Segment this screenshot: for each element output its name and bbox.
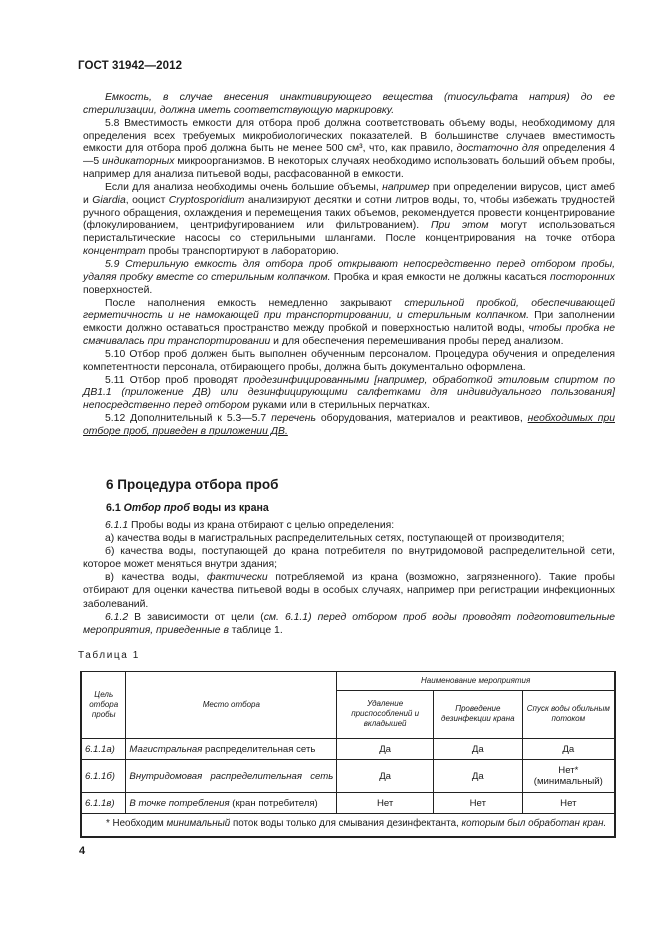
text: при определении вирусов, цист амеб и: [83, 181, 616, 206]
text-italic: минимальный: [166, 818, 231, 829]
text: поверхностей.: [83, 284, 153, 296]
subsection-text: [83, 519, 615, 637]
header-purpose: Цель отбора пробы: [81, 672, 126, 739]
header-group: Наименование мероприятия: [337, 672, 615, 691]
clause-number: 6.1.2: [105, 611, 129, 623]
text: 5.8 Вместимость емкости для отбора проб должна соответствовать объему воды, необходимому для определения всех требуемых микробиологических показателей. В большинстве случаев вместимость емкости для отбора проб должна быть не менее 500 см³, что, как правило,: [83, 117, 615, 155]
text-italic: например: [382, 181, 430, 193]
text-italic: концентрат: [83, 246, 146, 258]
text-italic: перечень: [271, 413, 316, 425]
list-item: б) качества воды, поступающей до крана потребителя по внутридомовой распределительной сети, которое может меняться внутри здания;: [83, 546, 615, 571]
table-row: [81, 760, 615, 793]
text: 5.12 Дополнительный к 5.3—5.7: [105, 413, 272, 425]
paragraph: [83, 182, 615, 259]
text-italic: Giardia: [92, 194, 126, 206]
text-italic: продезинфицированными [например, обработкой этиловым спиртом по ДВ1.1 (приложение ДВ) или дезинфицирующими салфетками для индивидуального пользования] непосредственно перед отбором: [83, 374, 615, 412]
text-italic: чтобы пробка не смачивалась при транспортировании: [83, 323, 615, 348]
paragraph: [83, 259, 615, 298]
text: таблице 1.: [228, 624, 283, 636]
place-rest: (кран потребителя): [229, 797, 318, 809]
text: поток воды только для смывания дезинфектанта,: [230, 818, 462, 829]
place-italic: Внутридомовая распределительная сеть: [129, 770, 334, 782]
subsection-title: [106, 502, 269, 514]
row-place: [126, 739, 337, 760]
table-footnote-row: [81, 814, 615, 837]
table-row: [81, 739, 615, 760]
text: потребляемой из крана (возможно, загрязненного). Такие пробы отбирают для оценки качества питьевой воды в особых случаях, например при регистрации инфекционных заболеваний.: [83, 572, 615, 610]
subsection-rest: воды из крана: [189, 502, 269, 514]
text-italic: Емкость, в случае внесения инактивирующего вещества (тиосульфата натрия) до ее стерилизации, должна иметь соответствующую маркировку.: [83, 92, 615, 116]
row-value: Нет: [337, 793, 434, 814]
place-italic: Магистральная: [129, 743, 203, 755]
text: анализируют десятки и сотни литров воды, то, чтобы избежать трудностей ручного обращения, охлаждения и перемещения таких объемов, рекомендуется провести концентрирование (флокулированием, центрифугированием или фильтрованием).: [83, 194, 615, 232]
text: в) качества воды,: [105, 572, 207, 584]
row-value: Да: [337, 739, 434, 760]
header-disinfect: Проведение дезинфекции крана: [433, 690, 522, 738]
page-number: 4: [79, 845, 86, 857]
text: * Необходим: [106, 818, 167, 829]
paragraph: [83, 375, 615, 414]
text-italic: индикаторных: [102, 156, 175, 168]
text-italic: которым был обработан кран.: [461, 818, 607, 829]
row-purpose: 6.1.1б): [81, 760, 126, 793]
subsection-italic: Отбор проб: [123, 502, 190, 514]
table-caption: Таблица 1: [78, 650, 140, 661]
section-title: 6 Процедура отбора проб: [106, 477, 279, 492]
text-italic: см. 6.1.1) перед отбором проб воды проводят подготовительные мероприятия, приведенные в: [83, 611, 615, 636]
text: пробы транспортируют в лабораторию.: [145, 246, 339, 258]
text-italic: достаточно для: [456, 143, 539, 155]
text: В зависимости от цели (: [128, 611, 264, 623]
paragraph: [83, 413, 615, 439]
paragraph: [83, 519, 615, 532]
row-value: Да: [433, 739, 522, 760]
section-5-text: [83, 92, 615, 439]
measures-table: [80, 671, 616, 838]
row-place: [126, 760, 337, 793]
text: микроорганизмов. В некоторых случаях необходимо использовать больший объем пробы, например для анализа питьевой воды, расфасованной в емкости.: [83, 156, 616, 181]
place-rest: распределительная сеть: [202, 743, 316, 755]
row-value: Да: [433, 760, 522, 793]
header-remove: Удаление приспособлений и вкладышей: [337, 690, 434, 738]
text-italic: При этом: [431, 220, 489, 232]
clause-number: 6.1.1: [105, 520, 129, 531]
row-purpose: 6.1.1а): [81, 739, 126, 760]
text: Пробы воды из крана отбирают с целью определения:: [128, 520, 395, 531]
text: 5.11 Отбор проб проводят: [105, 374, 244, 386]
standard-header: ГОСТ 31942—2012: [78, 60, 183, 72]
header-flush: Спуск воды обильным потоком: [522, 690, 615, 738]
text: При заполнении емкости должно оставаться пространство между пробкой и поверхностью налитой воды,: [83, 310, 615, 335]
place-italic: В точке потребления: [129, 797, 230, 809]
text-italic: посторонних: [550, 271, 615, 283]
header-place: Место отбора: [126, 672, 337, 739]
text-italic: необходимых при отборе проб, приведен в приложении ДВ.: [83, 413, 615, 437]
text-italic: стерильной пробкой, обеспечивающей герметичность и не намокающей при транспортировании, и стерильным колпачком.: [83, 297, 615, 322]
paragraph: [83, 349, 615, 375]
text: 5.10 Отбор проб должен быть выполнен обученным персоналом. Процедура обучения и определения компетентности персонала, отбирающего пробы, должна быть документально оформлена.: [83, 348, 615, 373]
row-value: Нет* (минимальный): [522, 760, 615, 793]
text: руками или в стерильных перчатках.: [249, 400, 430, 412]
subsection-number: 6.1: [106, 502, 124, 514]
paragraph: [83, 611, 615, 637]
text: оборудования, материалов и реактивов,: [315, 413, 528, 425]
text: определения 4—5: [83, 143, 615, 168]
row-value: Да: [337, 760, 434, 793]
table-footnote: [81, 814, 615, 837]
table-row: [81, 793, 615, 814]
text: После наполнения емкость немедленно закрывают: [105, 297, 405, 309]
text-italic: Cryptosporidium: [168, 194, 245, 206]
list-item: а) качества воды в магистральных распределительных сетях, поступающей от производителя;: [105, 533, 565, 545]
row-value: Нет: [433, 793, 522, 814]
paragraph: [83, 298, 615, 349]
text: Если для анализа необходимы очень большие объемы,: [105, 181, 383, 193]
row-place: [126, 793, 337, 814]
table-header-row: [81, 672, 615, 691]
row-value: Да: [522, 739, 615, 760]
text: , ооцист: [125, 194, 169, 206]
text: могут использоваться перистальтические насосы со стерильными шлангами. После концентрирования на точке отбора: [83, 220, 615, 245]
text-italic: 5.9 Стерильную емкость для отбора проб открывают непосредственно перед отбором пробы, удаляя пробку вместе со стерильным колпачком.: [83, 258, 615, 283]
paragraph: [83, 118, 615, 182]
row-value: Нет: [522, 793, 615, 814]
list-item: [83, 571, 615, 610]
paragraph: [83, 92, 615, 118]
text: и для обеспечения перемешивания пробы перед анализом.: [270, 336, 564, 348]
text: Пробка и края емкости не должны касаться: [330, 271, 550, 283]
row-purpose: 6.1.1в): [81, 793, 126, 814]
text-italic: фактически: [206, 572, 268, 584]
